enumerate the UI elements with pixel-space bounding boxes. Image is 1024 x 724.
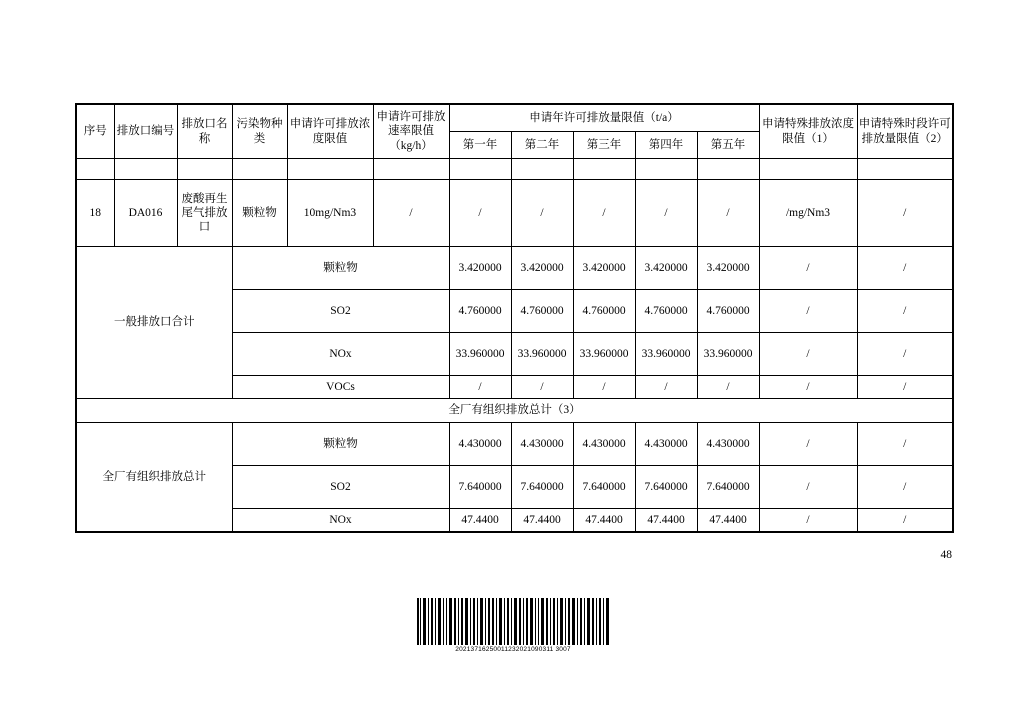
subtotal-so2-year-1: 4.760000 [449, 290, 511, 333]
total-so2-special-period: / [857, 466, 953, 509]
header-seq: 序号 [76, 104, 114, 159]
total-pollutant-so2: SO2 [232, 466, 449, 509]
subtotal-row-particulate [76, 247, 953, 290]
total-so2-year-1: 7.640000 [449, 466, 511, 509]
cell-year-1: / [449, 180, 511, 247]
subtotal-particulate-year-1: 3.420000 [449, 247, 511, 290]
cell-outlet-name: 废酸再生尾气排放口 [177, 180, 232, 247]
barcode-container [417, 598, 609, 653]
emission-permit-table [75, 103, 954, 533]
total-particulate-year-1: 4.430000 [449, 423, 511, 466]
subtotal-pollutant-nox: NOx [232, 333, 449, 376]
subtotal-label: 一般排放口合计 [76, 247, 232, 399]
total-nox-year-3: 47.4400 [573, 509, 635, 533]
subtotal-pollutant-so2: SO2 [232, 290, 449, 333]
spacer-seq [76, 159, 114, 180]
header-year-2: 第二年 [511, 132, 573, 159]
total-so2-year-4: 7.640000 [635, 466, 697, 509]
subtotal-nox-year-1: 33.960000 [449, 333, 511, 376]
total-row-particulate [76, 423, 953, 466]
total-nox-year-2: 47.4400 [511, 509, 573, 533]
subtotal-nox-special-period: / [857, 333, 953, 376]
header-concentration-limit: 申请许可排放浓度限值 [287, 104, 373, 159]
subtotal-pollutant-particulate: 颗粒物 [232, 247, 449, 290]
cell-year-4: / [635, 180, 697, 247]
cell-special-period: / [857, 180, 953, 247]
total-particulate-year-2: 4.430000 [511, 423, 573, 466]
total-pollutant-nox: NOx [232, 509, 449, 533]
total-nox-year-5: 47.4400 [697, 509, 759, 533]
spacer-year-3 [573, 159, 635, 180]
total-particulate-special-conc: / [759, 423, 857, 466]
subtotal-so2-special-period: / [857, 290, 953, 333]
page-number: 48 [940, 549, 952, 561]
spacer-year-2 [511, 159, 573, 180]
total-particulate-year-5: 4.430000 [697, 423, 759, 466]
header-year-4: 第四年 [635, 132, 697, 159]
total-nox-special-conc: / [759, 509, 857, 533]
subtotal-vocs-year-4: / [635, 376, 697, 399]
total-nox-special-period: / [857, 509, 953, 533]
header-year-1: 第一年 [449, 132, 511, 159]
subtotal-nox-year-3: 33.960000 [573, 333, 635, 376]
subtotal-pollutant-vocs: VOCs [232, 376, 449, 399]
total-so2-year-5: 7.640000 [697, 466, 759, 509]
cell-seq: 18 [76, 180, 114, 247]
cell-rate-limit: / [373, 180, 449, 247]
total-label: 全厂有组织排放总计 [76, 423, 232, 533]
total-particulate-special-period: / [857, 423, 953, 466]
header-annual-group: 申请年许可排放量限值（t/a） [449, 104, 759, 132]
header-year-5: 第五年 [697, 132, 759, 159]
cell-special-concentration: /mg/Nm3 [759, 180, 857, 247]
barcode-number: 20213716250011232021090311 3007 [455, 646, 571, 653]
spacer-rate [373, 159, 449, 180]
total-nox-year-1: 47.4400 [449, 509, 511, 533]
subtotal-nox-year-4: 33.960000 [635, 333, 697, 376]
table-spacer-row [76, 159, 953, 180]
spacer-outlet-name [177, 159, 232, 180]
total-title: 全厂有组织排放总计（3） [76, 399, 953, 423]
emission-permit-table-container [75, 103, 952, 533]
total-so2-year-3: 7.640000 [573, 466, 635, 509]
subtotal-so2-year-4: 4.760000 [635, 290, 697, 333]
subtotal-so2-year-3: 4.760000 [573, 290, 635, 333]
total-particulate-year-4: 4.430000 [635, 423, 697, 466]
cell-year-2: / [511, 180, 573, 247]
spacer-year-5 [697, 159, 759, 180]
table-row [76, 180, 953, 247]
subtotal-vocs-year-1: / [449, 376, 511, 399]
header-pollutant: 污染物种类 [232, 104, 287, 159]
barcode-image [417, 598, 609, 645]
subtotal-particulate-year-3: 3.420000 [573, 247, 635, 290]
header-outlet-code: 排放口编号 [114, 104, 177, 159]
subtotal-particulate-special-period: / [857, 247, 953, 290]
spacer-year-1 [449, 159, 511, 180]
spacer-pollutant [232, 159, 287, 180]
spacer-year-4 [635, 159, 697, 180]
total-nox-year-4: 47.4400 [635, 509, 697, 533]
subtotal-particulate-special-conc: / [759, 247, 857, 290]
total-so2-year-2: 7.640000 [511, 466, 573, 509]
spacer-concentration [287, 159, 373, 180]
total-pollutant-particulate: 颗粒物 [232, 423, 449, 466]
subtotal-so2-year-5: 4.760000 [697, 290, 759, 333]
cell-year-3: / [573, 180, 635, 247]
header-special-period: 申请特殊时段许可排放量限值（2） [857, 104, 953, 159]
subtotal-nox-year-2: 33.960000 [511, 333, 573, 376]
subtotal-particulate-year-4: 3.420000 [635, 247, 697, 290]
subtotal-vocs-year-2: / [511, 376, 573, 399]
subtotal-vocs-year-3: / [573, 376, 635, 399]
subtotal-so2-special-conc: / [759, 290, 857, 333]
spacer-special-period [857, 159, 953, 180]
subtotal-so2-year-2: 4.760000 [511, 290, 573, 333]
subtotal-nox-special-conc: / [759, 333, 857, 376]
header-outlet-name: 排放口名称 [177, 104, 232, 159]
subtotal-nox-year-5: 33.960000 [697, 333, 759, 376]
subtotal-vocs-special-period: / [857, 376, 953, 399]
total-so2-special-conc: / [759, 466, 857, 509]
spacer-outlet-code [114, 159, 177, 180]
header-rate-limit: 申请许可排放速率限值（kg/h） [373, 104, 449, 159]
cell-year-5: / [697, 180, 759, 247]
subtotal-particulate-year-2: 3.420000 [511, 247, 573, 290]
table-header-row-1 [76, 104, 953, 132]
subtotal-vocs-special-conc: / [759, 376, 857, 399]
total-particulate-year-3: 4.430000 [573, 423, 635, 466]
cell-concentration-limit: 10mg/Nm3 [287, 180, 373, 247]
cell-outlet-code: DA016 [114, 180, 177, 247]
total-title-row [76, 399, 953, 423]
subtotal-particulate-year-5: 3.420000 [697, 247, 759, 290]
spacer-special-conc [759, 159, 857, 180]
subtotal-vocs-year-5: / [697, 376, 759, 399]
header-year-3: 第三年 [573, 132, 635, 159]
header-special-concentration: 申请特殊排放浓度限值（1） [759, 104, 857, 159]
cell-pollutant: 颗粒物 [232, 180, 287, 247]
